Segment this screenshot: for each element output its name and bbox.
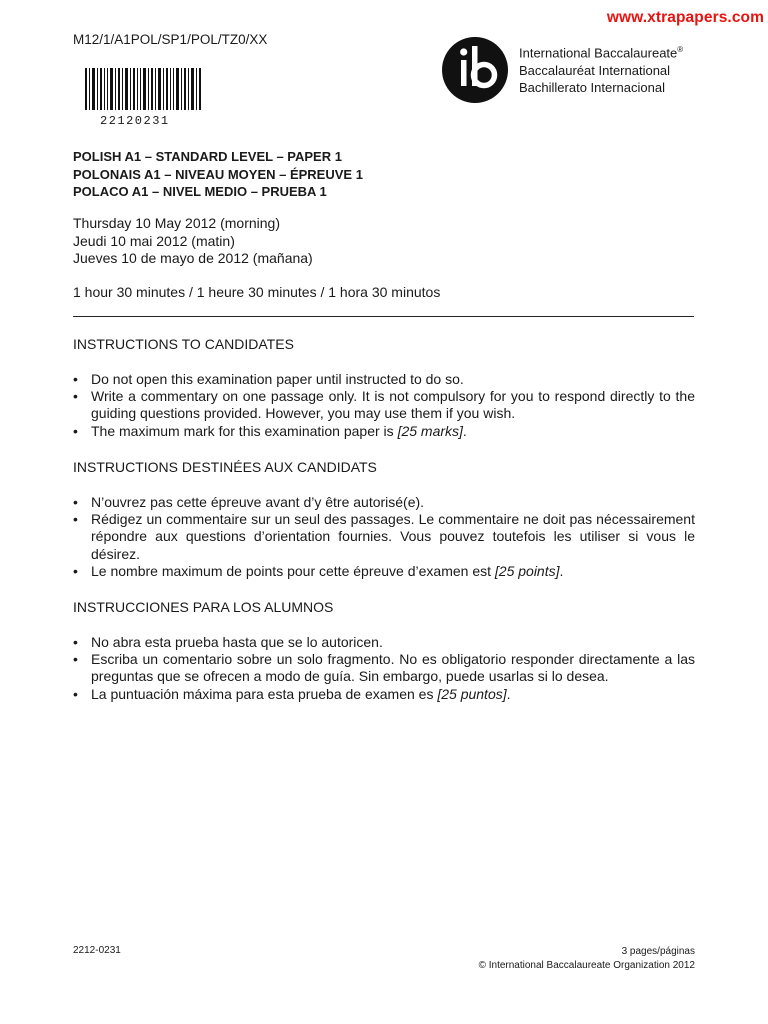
instruction-item: • The maximum mark for this examination paper is [25 marks]. (73, 422, 467, 439)
footer-info (479, 945, 695, 973)
instructions-en (73, 336, 695, 440)
instructions-heading: INSTRUCCIONES PARA LOS ALUMNOS (73, 599, 334, 615)
title-es: POLACO A1 – NIVEL MEDIO – PRUEBA 1 (73, 184, 327, 199)
barcode-icon (85, 68, 203, 110)
ib-name-es: Bachillerato Internacional (519, 80, 665, 96)
instructions-es (73, 599, 695, 703)
watermark-link[interactable]: www.xtrapapers.com (606, 9, 764, 26)
paper-titles (73, 148, 363, 201)
instruction-item: • No abra esta prueba hasta que se lo autoricen. (73, 633, 383, 650)
ib-organization-names (519, 41, 683, 97)
instruction-item: • N’ouvrez pas cette épreuve avant d’y être autorisé(e). (73, 493, 425, 510)
date-en: Thursday 10 May 2012 (morning) (73, 215, 280, 231)
exam-dates (73, 215, 313, 268)
date-fr: Jeudi 10 mai 2012 (matin) (73, 232, 235, 249)
instructions-heading: INSTRUCTIONS TO CANDIDATES (73, 336, 294, 352)
instruction-item: • Le nombre maximum de points pour cette épreuve d’examen est [25 points]. (73, 563, 564, 580)
instruction-item: • Do not open this examination paper until instructed to do so. (73, 370, 464, 387)
instruction-item: • Write a commentary on one passage only. It is not compulsory for you to respond directly to the guiding questions provided. However, you may use them if you wish. (73, 387, 695, 422)
ib-name-fr: Baccalauréat International (519, 62, 671, 78)
footer-code: 2212-0231 (73, 945, 121, 956)
divider (73, 316, 694, 317)
instructions-heading: INSTRUCTIONS DESTINÉES AUX CANDIDATS (73, 459, 377, 475)
title-fr: POLONAIS A1 – NIVEAU MOYEN – ÉPREUVE 1 (73, 166, 363, 182)
barcode (85, 68, 203, 128)
paper-code: M12/1/A1POL/SP1/POL/TZ0/XX (73, 32, 268, 47)
exam-duration: 1 hour 30 minutes / 1 heure 30 minutes / 1 hora 30 minutos (73, 284, 441, 300)
ib-name-en: International Baccalaureate® (519, 45, 684, 61)
title-en: POLISH A1 – STANDARD LEVEL – PAPER 1 (73, 149, 342, 164)
instruction-item: • Rédigez un commentaire sur un seul des passages. Le commentaire ne doit pas nécessairement répondre aux questions d’orientation fournies. Vous pouvez toutefois les utiliser si vous le désirez. (73, 510, 695, 562)
page-count: 3 pages/páginas (621, 946, 695, 957)
copyright: © International Baccalaureate Organization 2012 (478, 960, 695, 971)
date-es: Jueves 10 de mayo de 2012 (mañana) (73, 250, 313, 266)
instruction-item: • La puntuación máxima para esta prueba de examen es [25 puntos]. (73, 685, 511, 702)
instructions-fr (73, 459, 695, 581)
ib-logo-icon (441, 36, 509, 104)
barcode-number: 22120231 (100, 114, 170, 128)
instruction-item: • Escriba un comentario sobre un solo fragmento. No es obligatorio responder directamente a las preguntas que se ofrecen a modo de guía. Sin embargo, puede usarlas si lo desea. (73, 650, 695, 685)
